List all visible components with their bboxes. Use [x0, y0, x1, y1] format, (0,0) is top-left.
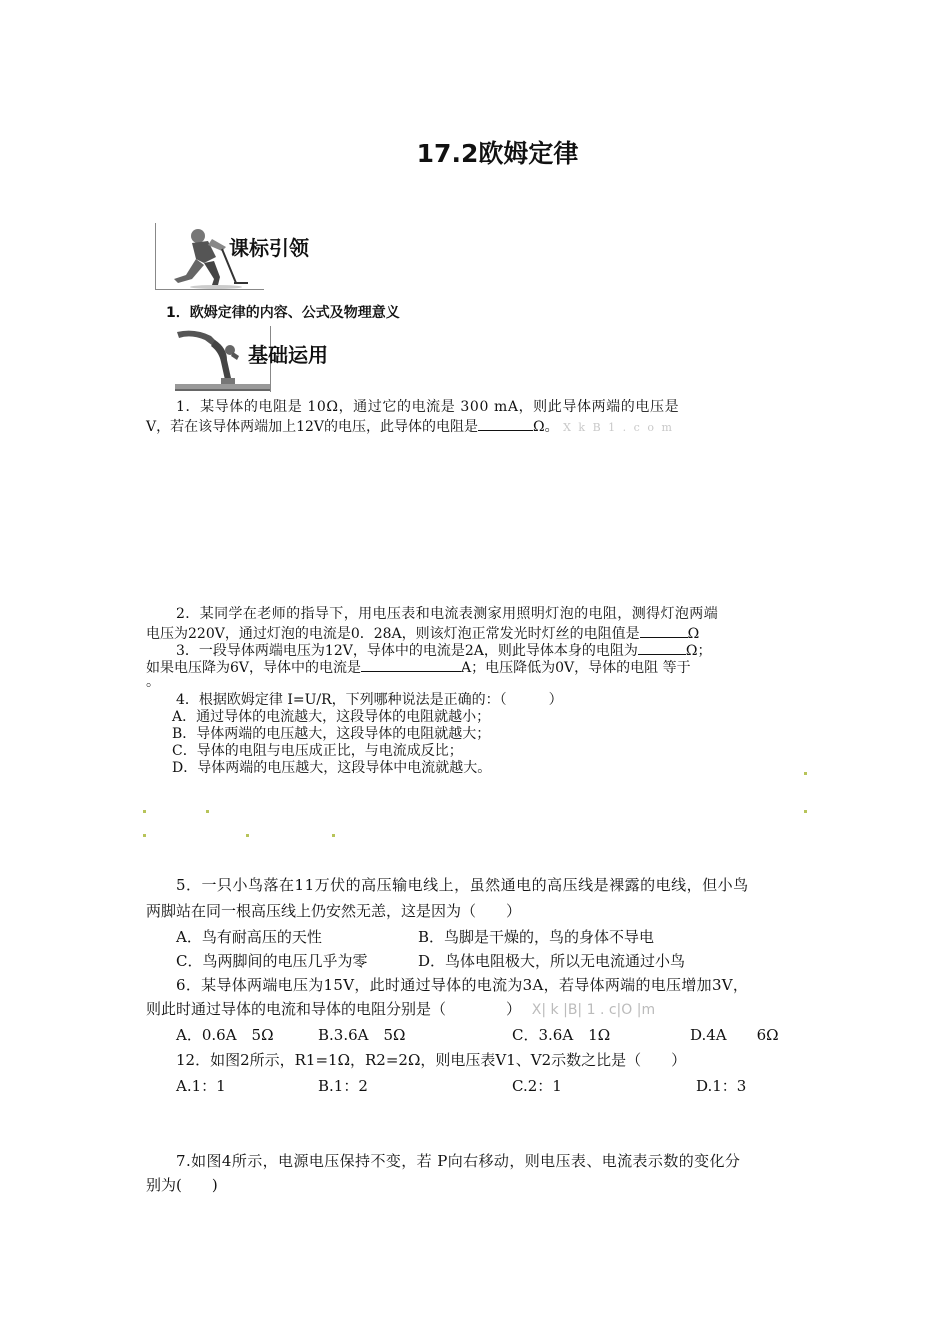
q6-line1: 6．某导体两端电压为15V，此时通过导体的电流为3A，若导体两端的电压增加3V， — [176, 976, 749, 994]
q7-line1: 7.如图4所示，电源电压保持不变，若 P向右移动，则电压表、电流表示数的变化分 — [176, 1152, 741, 1170]
section-heading-basic: 基础运用 — [248, 343, 328, 367]
q5-line1: 5．一只小鸟落在11万伏的高压输电线上，虽然通电的高压线是裸露的电线，但小鸟 — [176, 876, 749, 894]
q4-stem: 4．根据欧姆定律 I=U/R，下列哪种说法是正确的：（ ） — [176, 692, 563, 708]
q12-stem: 12．如图2所示，R1=1Ω，R2=2Ω，则电压表V1、V2示数之比是（ ） — [176, 1051, 687, 1069]
q12-option-c: C.2：1 — [512, 1077, 562, 1095]
q4-option-b: B．导体两端的电压越大，这段导体的电阻就越大； — [172, 726, 491, 742]
q12-option-b: B.1：2 — [318, 1077, 368, 1095]
q1-line2 — [146, 416, 674, 436]
q1-line2-unit: Ω。 — [533, 419, 559, 435]
q6-line2-text: 则此时通过导体的电流和导体的电阻分别是（ ） — [146, 1000, 522, 1018]
decorative-dot — [246, 834, 249, 837]
q6-option-a: A．0.6A 5Ω — [176, 1026, 274, 1044]
q3-blank-current[interactable] — [361, 657, 461, 672]
watermark-text: X k B 1 . c o m — [563, 421, 674, 434]
q12-option-a: A.1：1 — [176, 1077, 226, 1095]
decorative-dot — [206, 810, 209, 813]
decorative-dot — [332, 834, 335, 837]
decorative-dot — [804, 810, 807, 813]
q7-line2: 别为( ) — [146, 1176, 218, 1194]
q4-option-d: D．导体两端的电压越大，这段导体中电流就越大。 — [172, 760, 492, 776]
q3-line2-rest: A；电压降低为0V，导体的电阻 等于 — [461, 660, 691, 676]
q1-line2-text: V，若在该导体两端加上12V的电压，此导体的电阻是 — [146, 419, 479, 435]
decorative-dot — [143, 810, 146, 813]
q6-line2 — [146, 1000, 655, 1019]
q3-line2-text: 如果电压降为6V，导体中的电流是 — [146, 660, 362, 676]
section-heading-standard: 课标引领 — [229, 236, 309, 260]
q5-option-c: C．鸟两脚间的电压几乎为零 — [176, 952, 368, 970]
q5-line2: 两脚站在同一根高压线上仍安然无恙，这是因为（ ） — [146, 902, 522, 920]
q2-line1: 2．某同学在老师的指导下，用电压表和电流表测家用照明灯泡的电阻，测得灯泡两端 — [176, 606, 719, 622]
q3-line2 — [146, 657, 691, 677]
q1-blank[interactable] — [478, 416, 533, 431]
q5-option-d: D．鸟体电阻极大，所以无电流通过小鸟 — [418, 952, 686, 970]
q3-line1-text: 3．一段导体两端电压为12V，导体中的电流是2A，则此导体本身的电阻为 — [176, 643, 638, 659]
q6-option-b: B.3.6A 5Ω — [318, 1026, 406, 1044]
q3-blank-resistance[interactable] — [638, 640, 686, 655]
q12-option-d: D.1：3 — [696, 1077, 747, 1095]
q2-line2-unit: Ω — [687, 626, 700, 642]
q5-option-b: B．鸟脚是干燥的，鸟的身体不导电 — [418, 928, 655, 946]
decorative-dot — [804, 772, 807, 775]
page-title: 17.2欧姆定律 — [416, 139, 579, 168]
q2-line2-text: 电压为220V，通过灯泡的电流是0．28A，则该灯泡正常发光时灯丝的电阻值是 — [146, 626, 640, 642]
q4-option-c: C．导体的电阻与电压成正比，与电流成反比； — [172, 743, 463, 759]
decorative-dot — [143, 834, 146, 837]
q4-option-a: A．通过导体的电流越大，这段导体的电阻就越小； — [172, 709, 491, 725]
watermark-text: X| k |B| 1 . c|O |m — [531, 1002, 656, 1018]
q5-option-a: A．鸟有耐高压的天性 — [176, 928, 322, 946]
q2-blank[interactable] — [640, 623, 688, 638]
q1-line1: 1．某导体的电阻是 10Ω，通过它的电流是 300 mA，则此导体两端的电压是 — [176, 399, 680, 415]
standard-item: 1．欧姆定律的内容、公式及物理意义 — [166, 305, 400, 321]
q3-line1-unit: Ω； — [685, 643, 712, 659]
q3-line3: 。 — [146, 674, 160, 690]
q6-option-d: D.4A 6Ω — [690, 1026, 779, 1044]
q6-option-c: C．3.6A 1Ω — [512, 1026, 611, 1044]
